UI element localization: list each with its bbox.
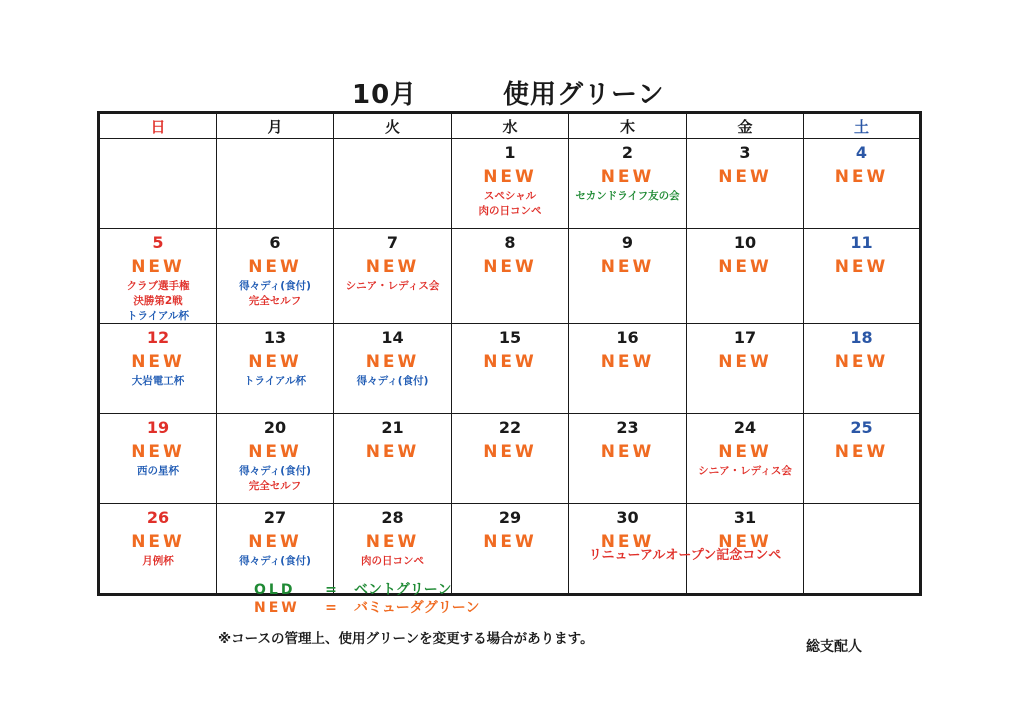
day-cell <box>334 229 452 324</box>
event-label: 得々ディ(食付) <box>239 555 311 567</box>
day-cell <box>804 139 921 229</box>
calendar-week-row <box>99 229 921 324</box>
day-number: 6 <box>269 233 281 252</box>
day-cell <box>334 139 452 229</box>
green-type-label: NEW <box>483 532 537 552</box>
day-cell <box>99 324 217 414</box>
day-number: 10 <box>733 233 757 252</box>
green-type-label: NEW <box>483 352 537 372</box>
day-cell <box>569 324 687 414</box>
day-cell <box>452 414 569 504</box>
day-cell <box>687 139 804 229</box>
event-label: トライアル杯 <box>244 375 306 387</box>
day-cell <box>452 324 569 414</box>
calendar-week-row <box>99 324 921 414</box>
day-cell <box>217 324 334 414</box>
weekday-header: 土 <box>804 113 921 139</box>
month-title: 10月 <box>352 80 418 110</box>
green-type-label: NEW <box>483 442 537 462</box>
day-cell <box>99 229 217 324</box>
day-number: 27 <box>263 508 287 527</box>
day-cell <box>569 139 687 229</box>
event-label: 得々ディ(食付) <box>356 375 429 387</box>
day-cell <box>804 324 921 414</box>
legend-row <box>254 581 479 599</box>
day-number: 3 <box>739 143 751 162</box>
day-number: 9 <box>621 233 634 252</box>
green-type-label: NEW <box>834 442 889 462</box>
day-number: 28 <box>381 508 404 527</box>
event-label: 完全セルフ <box>248 480 302 492</box>
day-cell <box>99 139 217 229</box>
day-number: 7 <box>386 233 399 252</box>
day-number: 15 <box>498 328 522 347</box>
green-type-label: NEW <box>365 532 420 552</box>
legend-label: OLD <box>254 582 296 598</box>
day-number: 21 <box>381 418 404 437</box>
event-label: 肉の日コンペ <box>361 555 424 567</box>
green-type-label: NEW <box>365 257 420 277</box>
renewal-open-event: リニューアルオープン記念コンペ <box>588 548 782 563</box>
green-type-label: NEW <box>600 532 655 552</box>
green-type-label: NEW <box>834 352 889 372</box>
event-label: セカンドライフ友の会 <box>575 190 680 202</box>
legend-eq: = <box>325 582 337 598</box>
day-number: 11 <box>850 233 873 252</box>
page-header <box>0 74 1024 108</box>
green-type-label: NEW <box>365 352 420 372</box>
green-type-label: NEW <box>131 442 185 462</box>
weekday-header: 木 <box>569 113 687 139</box>
day-cell <box>99 414 217 504</box>
green-type-label: NEW <box>718 532 772 552</box>
weekday-header: 日 <box>99 113 217 139</box>
day-number: 18 <box>850 328 873 347</box>
weekday-header: 月 <box>217 113 334 139</box>
day-cell <box>217 139 334 229</box>
day-cell <box>687 229 804 324</box>
event-label: 西の星杯 <box>137 465 179 477</box>
green-type-label: NEW <box>718 442 772 462</box>
calendar-table <box>97 111 922 596</box>
day-cell <box>804 229 921 324</box>
day-number: 19 <box>146 418 170 437</box>
green-type-label: NEW <box>600 442 655 462</box>
day-cell <box>334 324 452 414</box>
day-number: 2 <box>621 143 634 162</box>
page-title: 使用グリーン <box>503 80 665 110</box>
green-type-label: NEW <box>718 167 772 187</box>
green-type-label: NEW <box>131 352 185 372</box>
legend-desc: ベントグリーン <box>354 582 452 598</box>
green-type-label: NEW <box>248 257 302 277</box>
calendar-week-row <box>99 139 921 229</box>
event-label: クラブ選手権 <box>126 280 190 292</box>
event-label: スペシャル <box>483 190 537 202</box>
day-cell <box>334 414 452 504</box>
green-type-label: NEW <box>834 167 889 187</box>
green-type-label: NEW <box>600 352 655 372</box>
event-label: シニア・レディス会 <box>345 280 440 292</box>
day-number: 17 <box>733 328 757 347</box>
weekday-header: 火 <box>334 113 452 139</box>
day-cell <box>804 504 921 595</box>
green-type-label: NEW <box>248 352 302 372</box>
day-cell <box>452 139 569 229</box>
day-number: 14 <box>381 328 404 347</box>
day-number: 12 <box>146 328 170 347</box>
day-number: 20 <box>263 418 287 437</box>
event-label: 得々ディ(食付) <box>239 280 311 292</box>
day-number: 22 <box>498 418 522 437</box>
day-cell <box>99 504 217 595</box>
calendar-week-row <box>99 414 921 504</box>
event-label: シニア・レディス会 <box>698 465 792 477</box>
legend-desc: バミューダグリーン <box>354 600 480 616</box>
event-label: 月例杯 <box>142 555 174 567</box>
green-type-label: NEW <box>600 167 655 187</box>
day-cell <box>569 229 687 324</box>
green-type-label: NEW <box>834 257 889 277</box>
day-cell <box>569 414 687 504</box>
signature: 総支配人 <box>806 639 862 655</box>
day-cell <box>452 229 569 324</box>
day-number: 5 <box>152 233 164 252</box>
day-cell <box>217 229 334 324</box>
day-number: 29 <box>498 508 522 527</box>
legend-row <box>254 599 479 617</box>
green-type-label: NEW <box>248 442 302 462</box>
legend-label: NEW <box>254 600 300 616</box>
day-number: 4 <box>855 143 868 162</box>
day-number: 24 <box>733 418 757 437</box>
calendar-body <box>99 139 921 595</box>
green-legend <box>254 581 479 617</box>
weekday-header-row <box>99 113 921 139</box>
day-cell <box>687 324 804 414</box>
day-number: 25 <box>850 418 873 437</box>
event-label: 完全セルフ <box>248 295 302 307</box>
day-number: 30 <box>616 508 639 527</box>
event-label: トライアル杯 <box>127 310 189 322</box>
day-number: 8 <box>504 233 516 252</box>
green-type-label: NEW <box>600 257 655 277</box>
green-type-label: NEW <box>718 352 772 372</box>
day-number: 16 <box>616 328 639 347</box>
green-type-label: NEW <box>483 257 537 277</box>
legend-eq: = <box>325 600 337 616</box>
weekday-header: 金 <box>687 113 804 139</box>
day-number: 31 <box>733 508 757 527</box>
green-type-label: NEW <box>483 167 537 187</box>
event-label: 肉の日コンペ <box>478 205 542 217</box>
event-label: 得々ディ(食付) <box>239 465 311 477</box>
day-number: 13 <box>263 328 287 347</box>
green-type-label: NEW <box>131 532 185 552</box>
day-number: 26 <box>146 508 170 527</box>
event-label: 大岩電工杯 <box>131 375 185 387</box>
day-cell <box>687 414 804 504</box>
event-label: 決勝第2戦 <box>133 295 183 307</box>
day-number: 1 <box>504 143 516 162</box>
green-type-label: NEW <box>248 532 302 552</box>
notice-text: ※コースの管理上、使用グリーンを変更する場合があります。 <box>218 631 594 647</box>
green-type-label: NEW <box>131 257 185 277</box>
day-cell <box>217 414 334 504</box>
day-number: 23 <box>616 418 639 437</box>
weekday-header: 水 <box>452 113 569 139</box>
green-type-label: NEW <box>718 257 772 277</box>
day-cell <box>804 414 921 504</box>
green-type-label: NEW <box>365 442 420 462</box>
